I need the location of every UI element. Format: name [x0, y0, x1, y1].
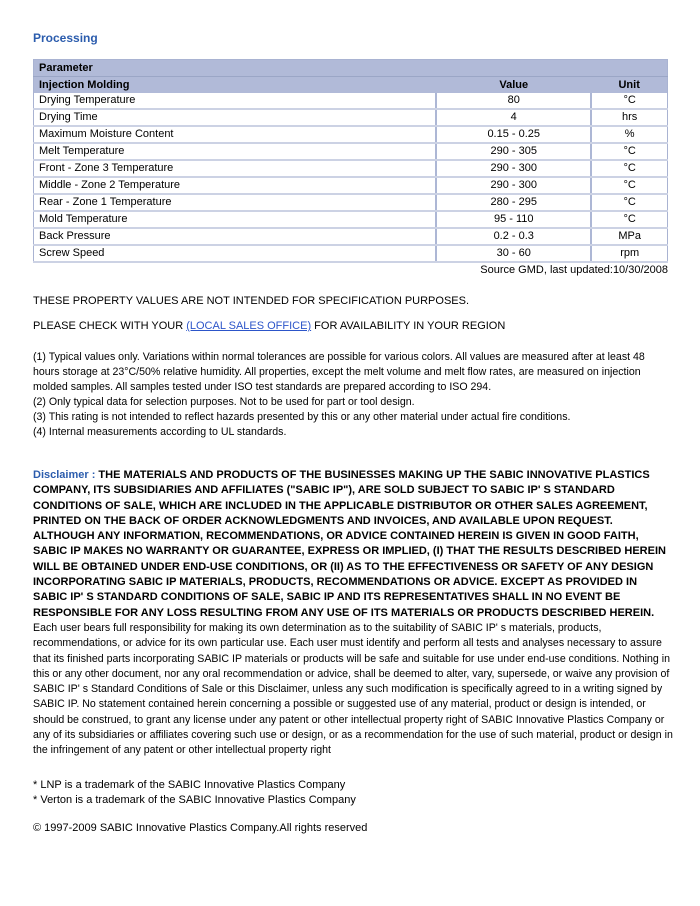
footnote-1: (1) Typical values only. Variations within normal tolerances are possible for various colors. All values are measured after at least 48 hours storage at 23°C/50% relative humidity. All properties, except the melt volume and melt flow rates, are measured on injection molded samples. All samples tested under ISO test standards are prepared according to ISO 294.	[33, 351, 645, 393]
value-cell: 0.15 - 0.25	[436, 126, 591, 143]
table-row	[34, 177, 668, 194]
availability-prefix: PLEASE CHECK WITH YOUR	[33, 320, 187, 332]
value-cell: 30 - 60	[436, 245, 591, 262]
param-cell: Maximum Moisture Content	[34, 126, 437, 143]
trademark-lnp: * LNP is a trademark of the SABIC Innovative Plastics Company	[33, 778, 346, 791]
param-cell: Drying Temperature	[34, 93, 437, 109]
value-cell: 290 - 300	[436, 177, 591, 194]
param-cell: Rear - Zone 1 Temperature	[34, 194, 437, 211]
param-cell: Screw Speed	[34, 245, 437, 262]
col-header-unit: Unit	[591, 77, 667, 94]
trademark-verton: * Verton is a trademark of the SABIC Innovative Plastics Company	[33, 793, 356, 806]
table-row	[34, 143, 668, 160]
unit-cell: °C	[591, 93, 667, 109]
table-header	[34, 60, 668, 94]
table-row	[34, 194, 668, 211]
param-cell: Melt Temperature	[34, 143, 437, 160]
table-row	[34, 126, 668, 143]
param-cell: Middle - Zone 2 Temperature	[34, 177, 437, 194]
footnote-2: (2) Only typical data for selection purposes. Not to be used for part or tool design.	[33, 396, 415, 408]
source-note: Source GMD, last updated:10/30/2008	[480, 264, 668, 276]
unit-cell: rpm	[591, 245, 667, 262]
unit-cell: %	[591, 126, 667, 143]
table-row	[34, 211, 668, 228]
unit-cell: °C	[591, 160, 667, 177]
footnote-4: (4) Internal measurements according to UL standards.	[33, 426, 287, 438]
processing-section-heading: Processing	[33, 31, 98, 45]
group-header-parameter: Parameter	[34, 60, 668, 77]
disclaimer-paragraph	[33, 468, 673, 759]
local-sales-office-link[interactable]: (LOCAL SALES OFFICE)	[186, 320, 312, 332]
value-cell: 95 - 110	[436, 211, 591, 228]
processing-parameters-table	[33, 59, 668, 263]
table-row	[34, 160, 668, 177]
table-body	[34, 93, 668, 262]
availability-note	[33, 320, 668, 332]
table-row	[34, 245, 668, 262]
unit-cell: °C	[591, 211, 667, 228]
table-row	[34, 109, 668, 126]
col-header-injection-molding: Injection Molding	[34, 77, 437, 94]
value-cell: 4	[436, 109, 591, 126]
unit-cell: °C	[591, 177, 667, 194]
disclaimer-label: Disclaimer :	[33, 469, 99, 481]
col-header-value: Value	[436, 77, 591, 94]
disclaimer-normal-text: Each user bears full responsibility for making its own determination as to the suitability of SABIC IP' s materials, products, recommendations, or advice for its own particular use. Each user must identify and perform all tests and analyses necessary to assure that its finished parts incorporating SABIC IP materials or products will be safe and suitable for use under end-use conditions. Nothing in this or any other document, nor any oral recommendation or advice, shall be deemed to alter, vary, supersede, or waive any provision of SABIC IP' s Standard Conditions of Sale or this Disclaimer, unless any such modification is specifically agreed to in a writing signed by SABIC IP. No statement contained herein concerning a possible or suggested use of any material, product or design is intended, or should be construed, to grant any license under any patent or other intellectual property right of SABIC Innovative Plastics Company or any of its subsidiaries or affiliates covering such use or design, or as a recommendation for the use of such material, product or design in the infringement of any patent or other intellectual property right	[33, 621, 673, 757]
availability-suffix: FOR AVAILABILITY IN YOUR REGION	[311, 320, 506, 332]
value-cell: 280 - 295	[436, 194, 591, 211]
unit-cell: °C	[591, 194, 667, 211]
param-cell: Mold Temperature	[34, 211, 437, 228]
param-cell: Drying Time	[34, 109, 437, 126]
footnotes-block	[33, 350, 673, 440]
unit-cell: °C	[591, 143, 667, 160]
table-column-header-row	[34, 77, 668, 94]
footnote-3: (3) This rating is not intended to reflect hazards presented by this or any other material under actual fire conditions.	[33, 411, 571, 423]
value-cell: 80	[436, 93, 591, 109]
table-row	[34, 93, 668, 109]
value-cell: 0.2 - 0.3	[436, 228, 591, 245]
table-group-header-row	[34, 60, 668, 77]
table-row	[34, 228, 668, 245]
value-cell: 290 - 305	[436, 143, 591, 160]
param-cell: Front - Zone 3 Temperature	[34, 160, 437, 177]
trademark-block	[33, 778, 668, 808]
unit-cell: hrs	[591, 109, 667, 126]
value-cell: 290 - 300	[436, 160, 591, 177]
param-cell: Back Pressure	[34, 228, 437, 245]
unit-cell: MPa	[591, 228, 667, 245]
spec-purpose-note: THESE PROPERTY VALUES ARE NOT INTENDED FOR SPECIFICATION PURPOSES.	[33, 295, 470, 307]
disclaimer-bold-text: THE MATERIALS AND PRODUCTS OF THE BUSINESSES MAKING UP THE SABIC INNOVATIVE PLASTICS COMPANY, ITS SUBSIDIARIES AND AFFILIATES ("SABIC IP"), ARE SOLD SUBJECT TO SABIC IP' S STANDARD CONDITIONS OF SALE, WHICH ARE INCLUDED IN THE APPLICABLE DISTRIBUTOR OR OTHER SALES AGREEMENT, PRINTED ON THE BACK OF ORDER ACKNOWLEDGMENTS AND INVOICES, AND AVAILABLE UPON REQUEST. ALTHOUGH ANY INFORMATION, RECOMMENDATIONS, OR ADVICE CONTAINED HEREIN IS GIVEN IN GOOD FAITH, SABIC IP MAKES NO WARRANTY OR GUARANTEE, EXPRESS OR IMPLIED, (I) THAT THE RESULTS DESCRIBED HEREIN WILL BE OBTAINED UNDER END-USE CONDITIONS, OR (II) AS TO THE EFFECTIVENESS OR SAFETY OF ANY DESIGN INCORPORATING SABIC IP MATERIALS, PRODUCTS, RECOMMENDATIONS OR ADVICE. EXCEPT AS PROVIDED IN SABIC IP' S STANDARD CONDITIONS OF SALE, SABIC IP AND ITS REPRESENTATIVES SHALL IN NO EVENT BE RESPONSIBLE FOR ANY LOSS RESULTING FROM ANY USE OF ITS MATERIALS OR PRODUCTS DESCRIBED HEREIN.	[33, 469, 666, 619]
copyright-line: © 1997-2009 SABIC Innovative Plastics Company.All rights reserved	[33, 821, 368, 834]
